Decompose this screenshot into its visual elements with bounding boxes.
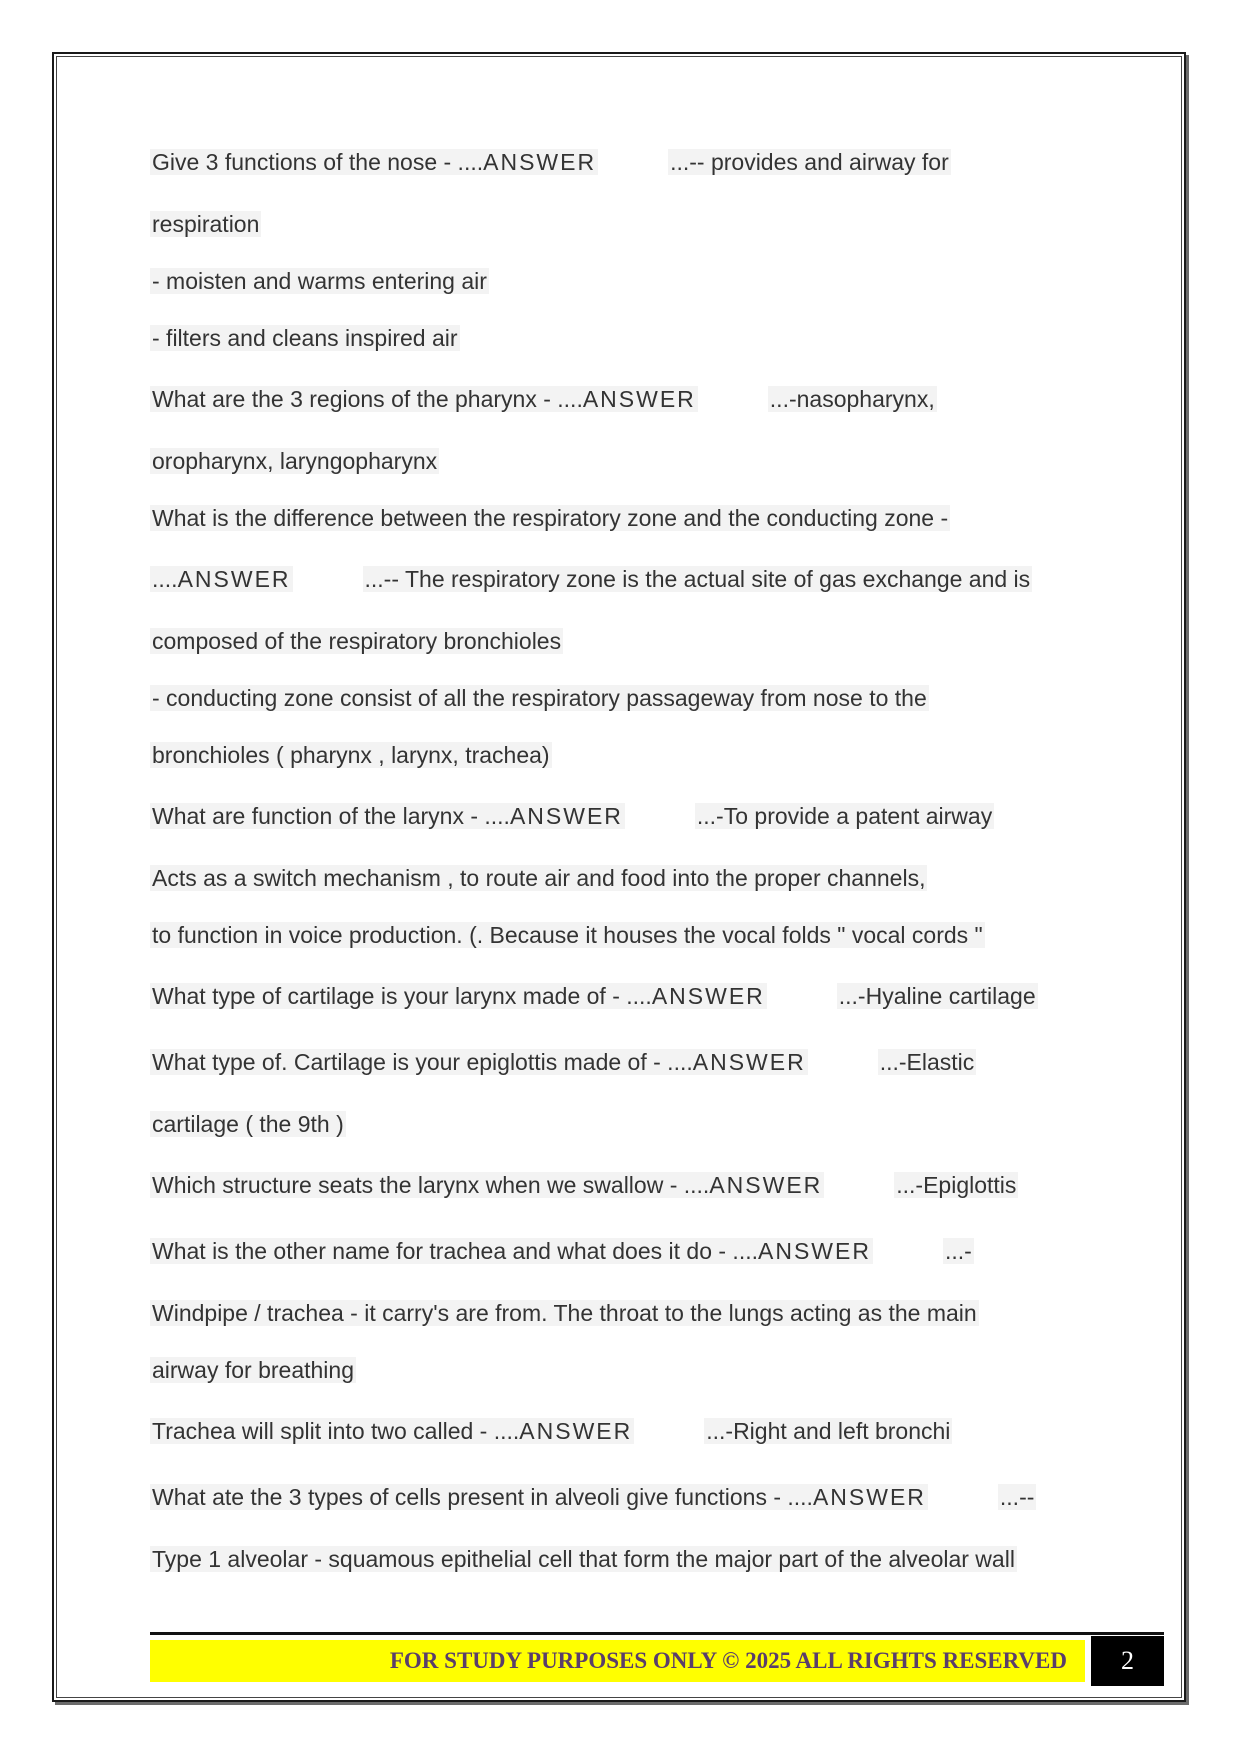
page-number-label: 2 — [1121, 1646, 1134, 1675]
text-line: cartilage ( the 9th ) — [152, 1111, 344, 1137]
text-line: respiration — [152, 211, 260, 237]
text-line: - conducting zone consist of all the respiratory passageway from nose to the — [152, 685, 927, 711]
text-line: airway for breathing — [152, 1357, 354, 1383]
page-number — [1091, 1636, 1164, 1686]
text-line: Windpipe / trachea - it carry's are from. The throat to the lungs acting as the main — [152, 1300, 977, 1326]
text-line: Give 3 functions of the nose - ....ANSWER ...-- provides and airway for — [152, 149, 949, 175]
footer-text: FOR STUDY PURPOSES ONLY © 2025 ALL RIGHTS RESERVED — [389, 1648, 1067, 1673]
text-line: Trachea will split into two called - ....ANSWER ...-Right and left bronchi — [152, 1418, 951, 1444]
text-line: oropharynx, laryngopharynx — [152, 448, 438, 474]
text-line: What type of cartilage is your larynx made of - ....ANSWER ...-Hyaline cartilage — [152, 983, 1036, 1009]
footer-banner — [150, 1640, 1085, 1682]
text-line: ....ANSWER ...-- The respiratory zone is the actual site of gas exchange and is — [152, 566, 1031, 592]
text-line: composed of the respiratory bronchioles — [152, 628, 562, 654]
text-line: What is the difference between the respiratory zone and the conducting zone - — [152, 505, 949, 531]
text-line: - filters and cleans inspired air — [152, 325, 458, 351]
text-line: What ate the 3 types of cells present in alveoli give functions - ....ANSWER ...-- — [152, 1484, 1035, 1510]
text-line: Type 1 alveolar - squamous epithelial cell that form the major part of the alveolar wall — [152, 1546, 1015, 1572]
text-line: What are function of the larynx - ....ANSWER ...-To provide a patent airway — [152, 803, 993, 829]
text-line: What is the other name for trachea and what does it do - ....ANSWER ...- — [152, 1238, 972, 1264]
text-line: Acts as a switch mechanism , to route air and food into the proper channels, — [152, 865, 926, 891]
text-line: bronchioles ( pharynx , larynx, trachea) — [152, 742, 550, 768]
text-line: Which structure seats the larynx when we swallow - ....ANSWER ...-Epiglottis — [152, 1172, 1017, 1198]
footer-rule — [150, 1632, 1164, 1635]
text-line: to function in voice production. (. Because it houses the vocal folds " vocal cords " — [152, 922, 983, 948]
text-line: What type of. Cartilage is your epiglottis made of - ....ANSWER ...-Elastic — [152, 1049, 975, 1075]
text-line: What are the 3 regions of the pharynx - ....ANSWER ...-nasopharynx, — [152, 386, 935, 412]
text-line: - moisten and warms entering air — [152, 268, 487, 294]
